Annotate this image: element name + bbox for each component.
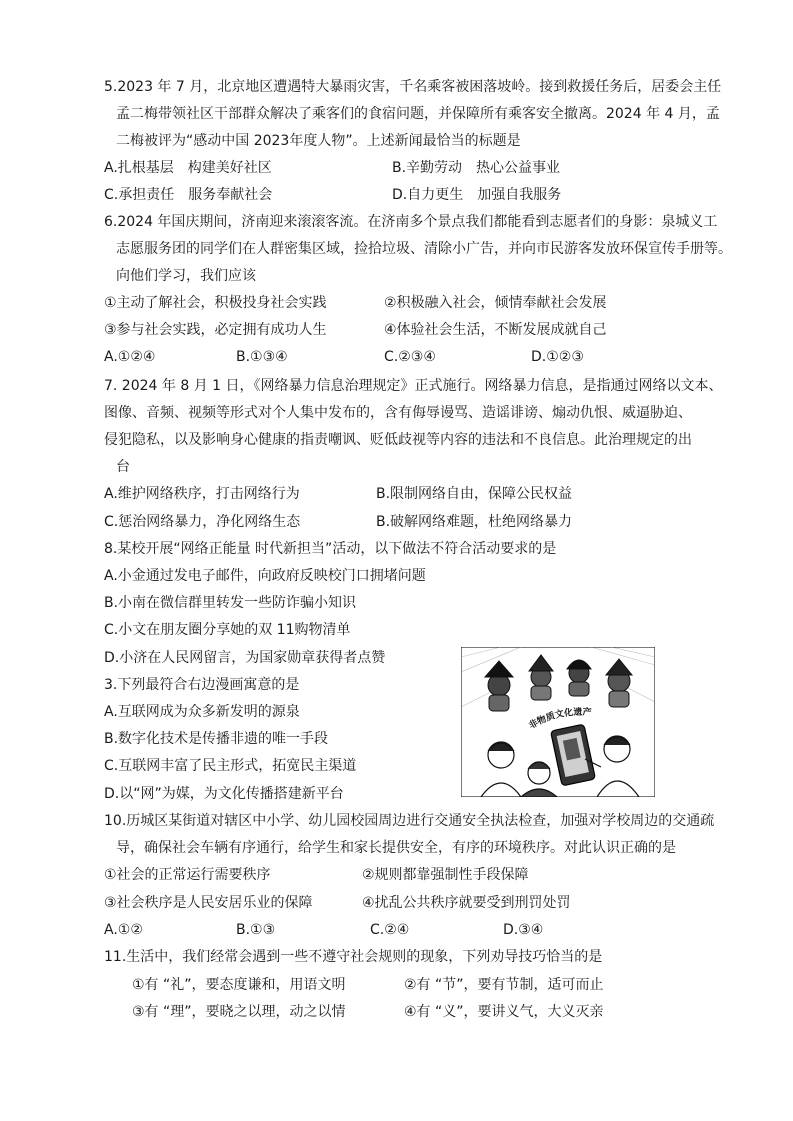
q6-option-a: A.①②④ bbox=[104, 349, 156, 365]
q6-item-1: ①主动了解社会，积极投身社会实践 bbox=[104, 295, 327, 311]
q5-stem-line-2: 孟二梅带领社区干部群众解决了乘客们的食宿问题，并保障所有乘客安全撤离。2024 年 4 月，孟 bbox=[116, 106, 720, 122]
q6-stem-line-3: 向他们学习，我们应该 bbox=[116, 268, 256, 284]
q8-stem: 8.某校开展“网络正能量 时代新担当”活动，以下做法不符合活动要求的是 bbox=[104, 541, 557, 557]
q7-option-d: B.破解网络难题，杜绝网络暴力 bbox=[376, 514, 573, 530]
q7-option-c: C.惩治网络暴力，净化网络生态 bbox=[104, 514, 301, 530]
q6-stem-line-2: 志愿服务团的同学们在人群密集区域，捡拾垃圾、清除小广告，并向市民游客发放环保宣传手册等。 bbox=[116, 241, 732, 257]
q5-option-a: A.扎根基层 构建美好社区 bbox=[104, 160, 272, 176]
q7-stem-line-4: 台 bbox=[116, 459, 130, 475]
q11-item-4: ④有 “义”，要讲义气，大义灭亲 bbox=[404, 1004, 604, 1020]
q11-stem: 11.生活中，我们经常会遇到一些不遵守社会规则的现象，下列劝导技巧恰当的是 bbox=[104, 949, 603, 965]
cartoon-drawing bbox=[461, 647, 655, 797]
q9-option-b: B.数字化技术是传播非遗的唯一手段 bbox=[104, 731, 329, 747]
q8-option-d: D.小济在人民网留言，为国家勋章获得者点赞 bbox=[104, 650, 386, 666]
q7-stem-line-2: 图像、音频、视频等形式对个人集中发布的，含有侮辱谩骂、造谣诽谤、煽动仇恨、威逼胁迫、 bbox=[104, 405, 692, 421]
q8-option-c: C.小文在朋友圈分享她的双 11购物清单 bbox=[104, 622, 351, 638]
q6-option-c: C.②③④ bbox=[384, 349, 436, 365]
q6-stem-line-1: 6.2024 年国庆期间，济南迎来滚滚客流。在济南多个景点我们都能看到志愿者们的身影：泉城义工 bbox=[104, 214, 718, 230]
q7-option-a: A.维护网络秩序，打击网络行为 bbox=[104, 486, 300, 502]
q5-option-b: B.辛勤劳动 热心公益事业 bbox=[392, 160, 561, 176]
q11-item-3: ③有 “理”，要晓之以理，动之以情 bbox=[132, 1004, 346, 1020]
q5-stem-line-1: 5.2023 年 7 月，北京地区遭遇特大暴雨灾害，千名乘客被困落坡岭。接到救援任务后，居委会主任 bbox=[104, 79, 722, 95]
q6-item-2: ②积极融入社会，倾情奉献社会发展 bbox=[384, 295, 607, 311]
q10-option-d: D.③④ bbox=[503, 922, 544, 938]
q10-option-c: C.②④ bbox=[370, 922, 410, 938]
q10-option-b: B.①③ bbox=[236, 922, 276, 938]
q9-stem: 3.下列最符合右边漫画寓意的是 bbox=[104, 677, 300, 693]
q5-stem-line-3: 二梅被评为“感动中国 2023年度人物”。上述新闻最恰当的标题是 bbox=[116, 133, 521, 149]
q11-item-2: ②有 “节”，要有节制，适可而止 bbox=[404, 977, 604, 993]
q6-option-b: B.①③④ bbox=[236, 349, 288, 365]
q8-option-a: A.小金通过发电子邮件，向政府反映校门口拥堵问题 bbox=[104, 568, 426, 584]
q8-option-b: B.小南在微信群里转发一些防诈骗小知识 bbox=[104, 595, 357, 611]
q10-stem-line-2: 导，确保社会车辆有序通行，给学生和家长提供安全，有序的环境秩序。对此认识正确的是 bbox=[116, 840, 676, 856]
q5-option-c: C.承担责任 服务奉献社会 bbox=[104, 187, 273, 203]
q9-option-c: C.互联网丰富了民主形式，拓宽民主渠道 bbox=[104, 758, 357, 774]
cartoon-caption: 非物质文化遗产 bbox=[527, 707, 592, 732]
q11-item-1: ①有 “礼”，要态度谦和，用语文明 bbox=[132, 977, 346, 993]
q10-item-4: ④扰乱公共秩序就要受到刑罚处罚 bbox=[362, 895, 571, 911]
q9-option-a: A.互联网成为众多新发明的源泉 bbox=[104, 704, 300, 720]
q10-stem-line-1: 10.历城区某街道对辖区中小学、幼儿园校园周边进行交通安全执法检查，加强对学校周边的交通疏 bbox=[104, 813, 715, 829]
q9-option-d: D.以“网”为媒，为文化传播搭建新平台 bbox=[104, 786, 344, 802]
q10-item-3: ③社会秩序是人民安居乐业的保障 bbox=[104, 895, 313, 911]
q7-stem-line-3: 侵犯隐私，以及影响身心健康的指责嘲讽、贬低歧视等内容的违法和不良信息。此治理规定的出 bbox=[104, 432, 692, 448]
cartoon-illustration bbox=[461, 647, 655, 797]
q7-stem-line-1: 7. 2024 年 8 月 1 日，《网络暴力信息治理规定》正式施行。网络暴力信息，是指通过网络以文本、 bbox=[104, 378, 723, 394]
q5-option-d: D.自力更生 加强自我服务 bbox=[392, 187, 562, 203]
q10-item-2: ②规则都靠强制性手段保障 bbox=[362, 867, 529, 883]
q10-option-a: A.①② bbox=[104, 922, 143, 938]
q7-option-b: B.限制网络自由，保障公民权益 bbox=[376, 486, 573, 502]
q6-item-4: ④体验社会生活，不断发展成就自己 bbox=[384, 322, 607, 338]
q6-option-d: D.①②③ bbox=[531, 349, 584, 365]
q10-item-1: ①社会的正常运行需要秩序 bbox=[104, 867, 271, 883]
q6-item-3: ③参与社会实践，必定拥有成功人生 bbox=[104, 322, 327, 338]
